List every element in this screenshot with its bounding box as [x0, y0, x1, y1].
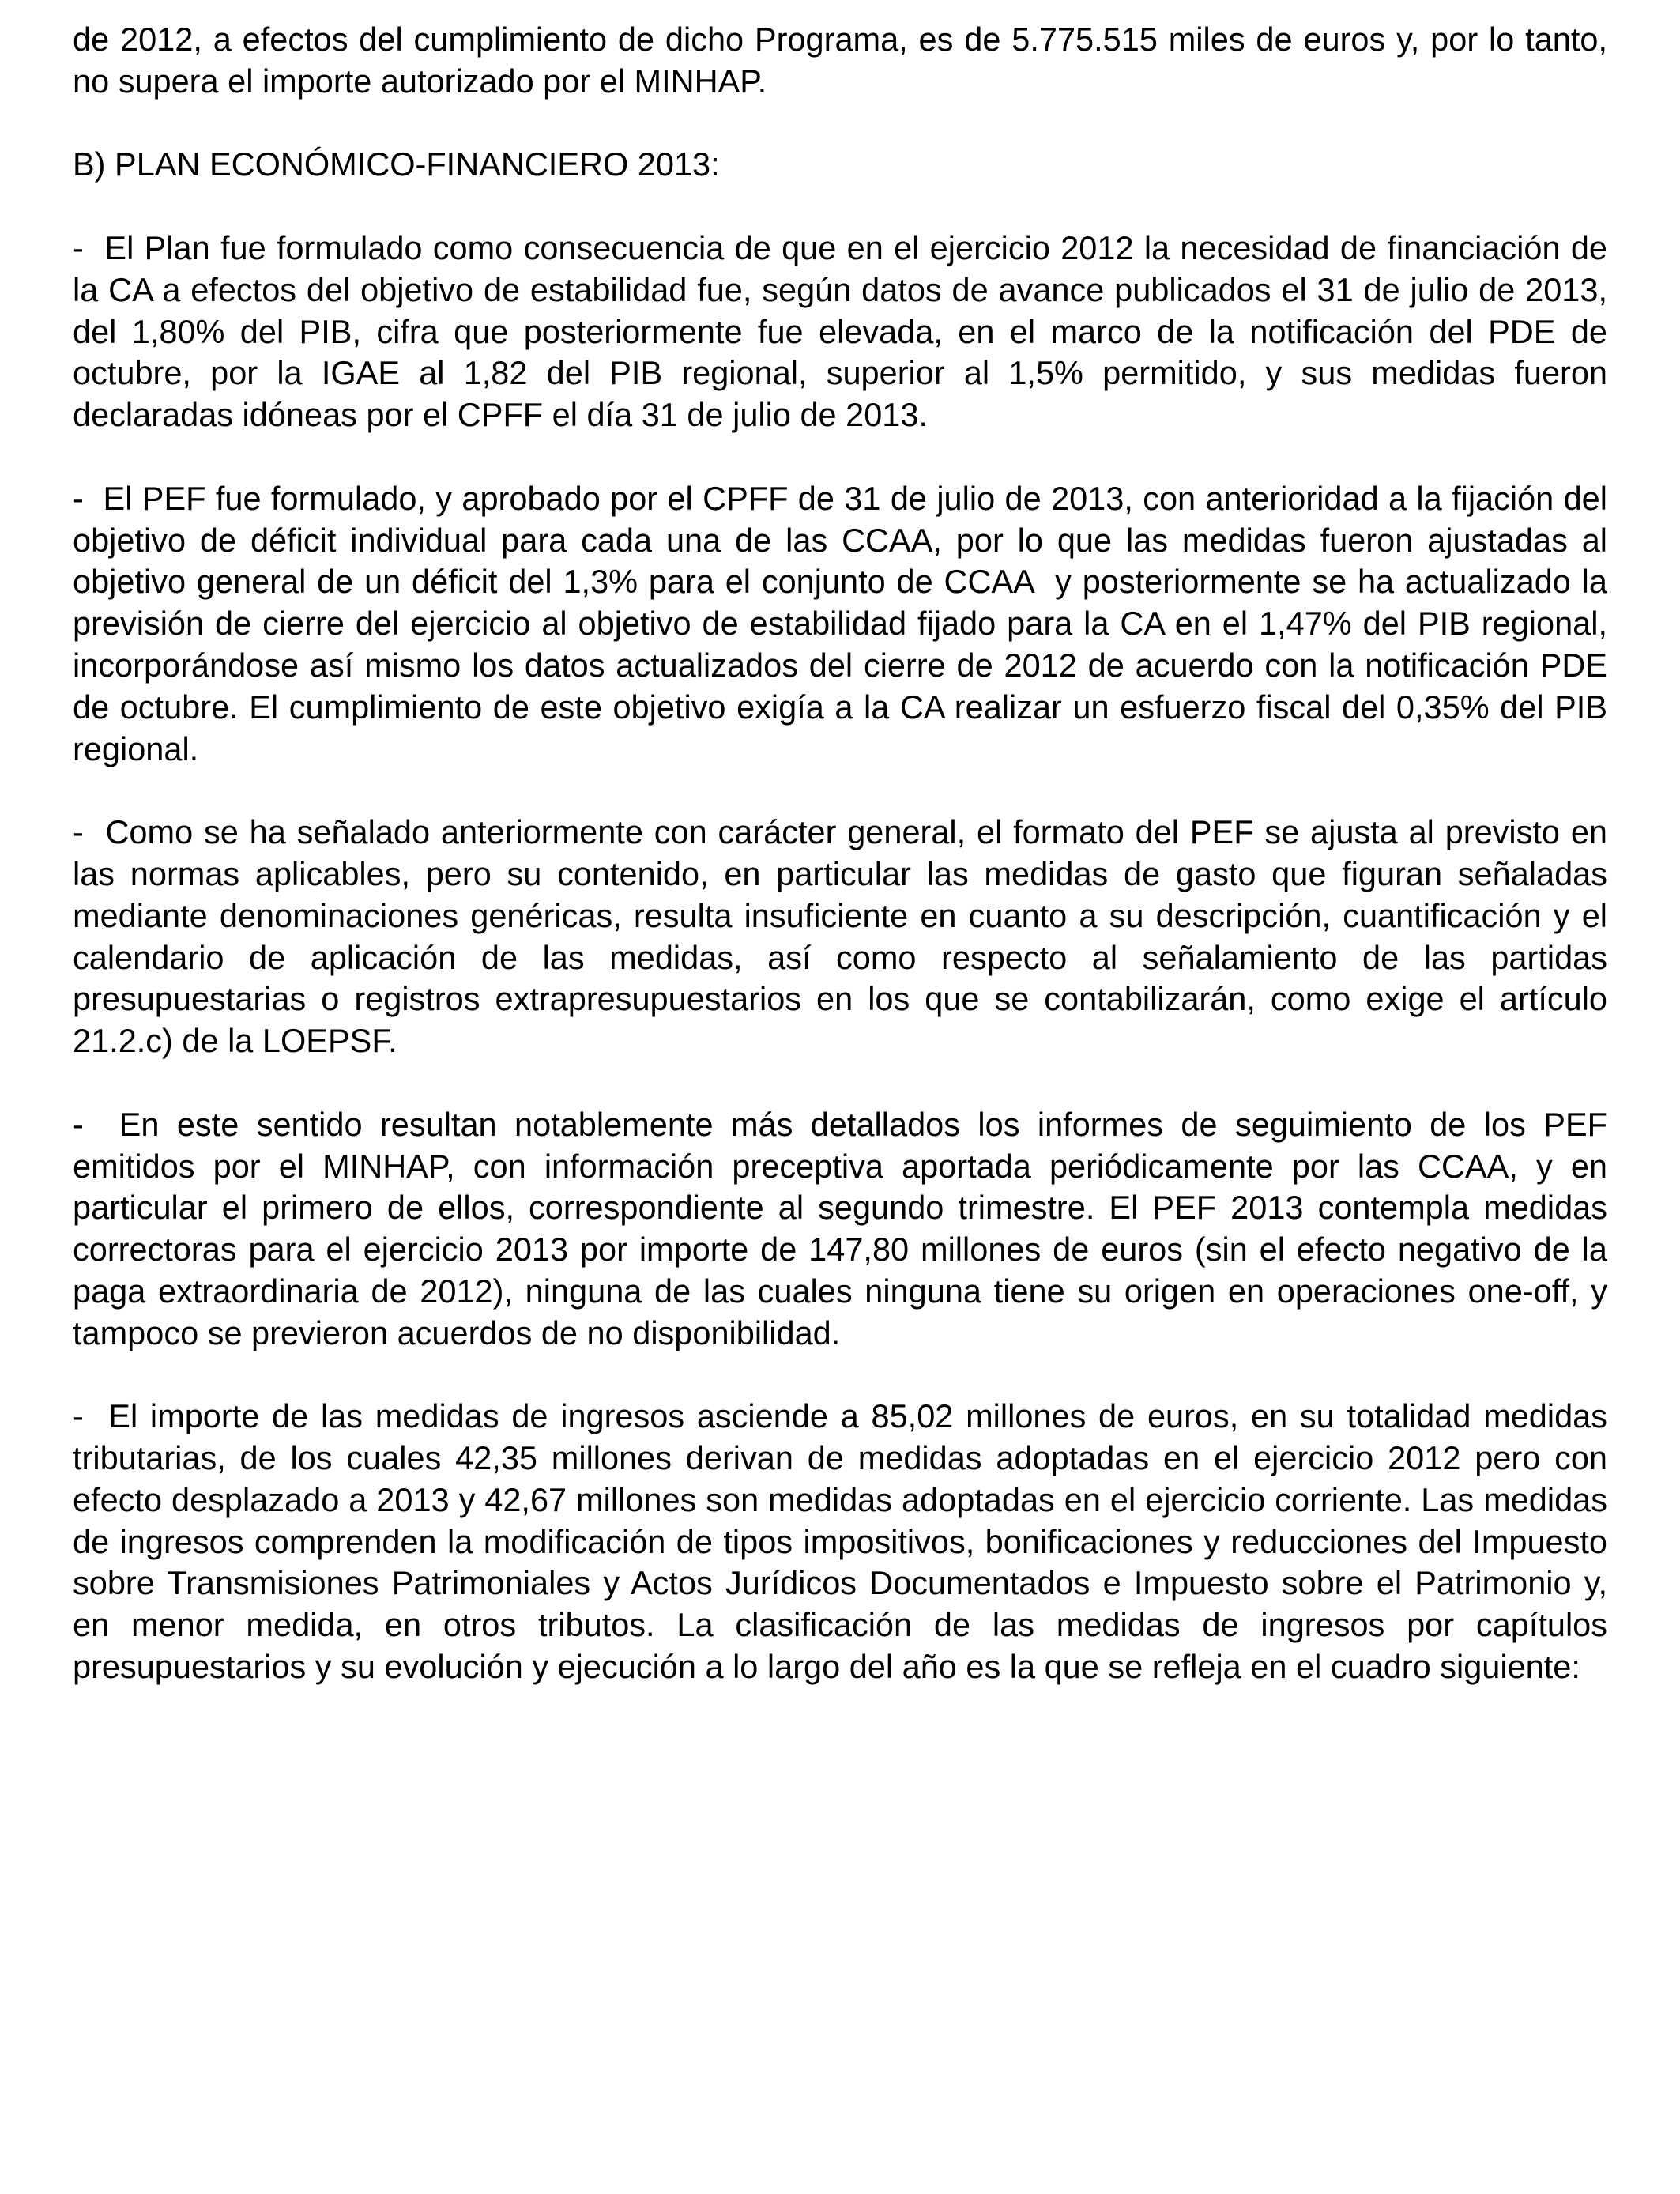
paragraph-plan-formulado: - El Plan fue formulado como consecuencia de que en el ejercicio 2012 la necesidad de financiación de la CA a efectos del objetivo de estabilidad fue, según datos de avance publicados el 31 de julio de 2013, del 1,80% del PIB, cifra que posteriormente fue elevada, en el marco de la notificación del PDE de octubre, por la IGAE al 1,82 del PIB regional, superior al 1,5% permitido, y sus medidas fueron declaradas idóneas por el CPFF el día 31 de julio de 2013.: [73, 228, 1617, 434]
document-page: [73, 19, 1617, 1688]
paragraph-medidas-ingresos: - El importe de las medidas de ingresos asciende a 85,02 millones de euros, en su totalidad medidas tributarias, de los cuales 42,35 millones derivan de medidas adoptadas en el ejercicio 2012 pero con efecto desplazado a 2013 y 42,67 millones son medidas adoptadas en el ejercicio corriente. Las medidas de ingresos comprenden la modificación de tipos impositivos, bonificaciones y reducciones del Impuesto sobre Transmisiones Patrimoniales y Actos Jurídicos Documentados e Impuesto sobre el Patrimonio y, en menor medida, en otros tributos. La clasificación de las medidas de ingresos por capítulos presupuestarios y su evolución y ejecución a lo largo del año es la que se refleja en el cuadro siguiente:: [73, 1397, 1617, 1686]
intro-paragraph: de 2012, a efectos del cumplimiento de dicho Programa, es de 5.775.515 miles de euros y, por lo tanto, no supera el importe autorizado por el MINHAP.: [73, 21, 1617, 100]
paragraph-formato-pef: - Como se ha señalado anteriormente con carácter general, el formato del PEF se ajusta al previsto en las normas aplicables, pero su contenido, en particular las medidas de gasto que figuran señaladas mediante denominaciones genéricas, resulta insuficiente en cuanto a su descripción, cuantificación y el calendario de aplicación de las medidas, así como respecto al señalamiento de las partidas presupuestarias o registros extrapresupuestarios en los que se contabilizarán, como exige el artículo 21.2.c) de la LOEPSF.: [73, 813, 1617, 1060]
section-heading: B) PLAN ECONÓMICO-FINANCIERO 2013:: [73, 145, 720, 183]
paragraph-pef-aprobado: - El PEF fue formulado, y aprobado por el CPFF de 31 de julio de 2013, con anterioridad a la fijación del objetivo de déficit individual para cada una de las CCAA, por lo que las medidas fueron ajustadas al objetivo general de un déficit del 1,3% para el conjunto de CCAA y posteriormente se ha actualizado la previsión de cierre del ejercicio al objetivo de estabilidad fijado para la CA en el 1,47% del PIB regional, incorporándose así mismo los datos actualizados del cierre de 2012 de acuerdo con la notificación PDE de octubre. El cumplimiento de este objetivo exigía a la CA realizar un esfuerzo fiscal del 0,35% del PIB regional.: [73, 479, 1617, 767]
paragraph-informes-seguimiento: - En este sentido resultan notablemente más detallados los informes de seguimiento de los PEF emitidos por el MINHAP, con información preceptiva aportada periódicamente por las CCAA, y en particular el primero de ellos, correspondiente al segundo trimestre. El PEF 2013 contempla medidas correctoras para el ejercicio 2013 por importe de 147,80 millones de euros (sin el efecto negativo de la paga extraordinaria de 2012), ninguna de las cuales ninguna tiene su origen en operaciones one-off, y tampoco se previeron acuerdos de no disponibilidad.: [73, 1105, 1617, 1351]
